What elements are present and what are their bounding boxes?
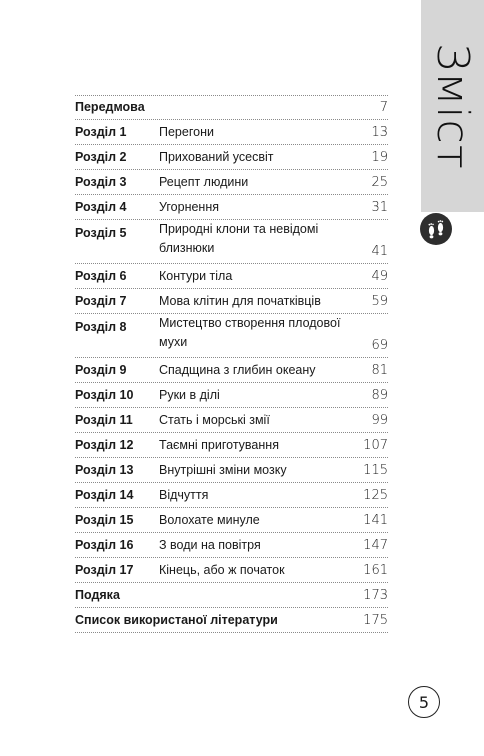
toc-row	[75, 583, 388, 608]
toc-page-number: 31	[371, 200, 388, 215]
toc-chapter-label: Розділ 5	[75, 226, 127, 240]
toc-chapter-title: Мова клітин для початківців	[159, 294, 321, 308]
toc-row	[75, 358, 388, 383]
toc-page-number: 49	[371, 269, 388, 284]
toc-chapter-label: Розділ 6	[75, 269, 127, 283]
toc-row	[75, 264, 388, 289]
toc-chapter-title: Прихований усесвіт	[159, 150, 274, 164]
toc-chapter-title: Руки в ділі	[159, 388, 220, 402]
toc-row	[75, 95, 388, 120]
section-heading: Зміст	[427, 42, 479, 170]
toc-page-number: 41	[371, 244, 388, 259]
page-number: 5	[408, 686, 440, 718]
toc-chapter-label: Розділ 10	[75, 388, 134, 402]
toc-page-number: 19	[371, 150, 388, 165]
toc-page-number: 69	[371, 338, 388, 353]
toc-page-number: 175	[363, 613, 388, 628]
toc-chapter-label: Розділ 9	[75, 363, 127, 377]
toc-row	[75, 220, 388, 264]
toc-chapter-title: Кінець, або ж початок	[159, 563, 285, 577]
toc-page-number: 13	[371, 125, 388, 140]
toc-row	[75, 289, 388, 314]
toc-entry-title: Передмова	[75, 100, 145, 114]
toc-page-number: 107	[363, 438, 388, 453]
toc-page-number: 115	[363, 463, 388, 478]
toc-chapter-title: Угорнення	[159, 200, 219, 214]
toc-chapter-title: Стать і морські змії	[159, 413, 270, 427]
toc-chapter-label: Розділ 4	[75, 200, 127, 214]
toc-chapter-label: Розділ 11	[75, 413, 133, 427]
toc-chapter-label: Розділ 16	[75, 538, 134, 552]
toc-page-number: 161	[363, 563, 388, 578]
toc-row	[75, 314, 388, 358]
toc-chapter-label: Розділ 17	[75, 563, 134, 577]
toc-row	[75, 120, 388, 145]
toc-chapter-title: Рецепт людини	[159, 175, 249, 189]
toc-chapter-label: Розділ 7	[75, 294, 127, 308]
toc-row	[75, 608, 388, 633]
toc-page-number: 7	[379, 100, 388, 115]
toc-row	[75, 170, 388, 195]
toc-chapter-label: Розділ 15	[75, 513, 134, 527]
toc-row	[75, 558, 388, 583]
toc-row	[75, 408, 388, 433]
toc-page-number: 25	[371, 175, 388, 190]
toc-page-number: 125	[363, 488, 388, 503]
toc-chapter-title: Волохате минуле	[159, 513, 260, 527]
toc-chapter-title: З води на повітря	[159, 538, 261, 552]
toc-page-number: 59	[371, 294, 388, 309]
toc-chapter-title: Таємні приготування	[159, 438, 279, 452]
toc-row	[75, 483, 388, 508]
toc-chapter-label: Розділ 13	[75, 463, 134, 477]
toc-page-number: 141	[363, 513, 388, 528]
toc-chapter-title: Контури тіла	[159, 269, 233, 283]
toc-chapter-label: Розділ 8	[75, 320, 127, 334]
toc-page-number: 173	[363, 588, 388, 603]
toc-row	[75, 145, 388, 170]
toc-chapter-title: Відчуття	[159, 488, 209, 502]
toc-entry-title: Подяка	[75, 588, 120, 602]
toc-chapter-title: Перегони	[159, 125, 214, 139]
toc-row	[75, 533, 388, 558]
toc-chapter-label: Розділ 1	[75, 125, 127, 139]
table-of-contents	[75, 95, 388, 633]
toc-entry-title: Список використаної літератури	[75, 613, 278, 627]
toc-chapter-title: Спадщина з глибин океану	[159, 363, 316, 377]
toc-chapter-title: Природні клони та невідомі близнюки	[159, 222, 319, 255]
toc-chapter-label: Розділ 12	[75, 438, 134, 452]
toc-row	[75, 458, 388, 483]
toc-chapter-label: Розділ 2	[75, 150, 127, 164]
toc-row	[75, 383, 388, 408]
toc-row	[75, 508, 388, 533]
toc-page-number: 89	[371, 388, 388, 403]
toc-page-number: 99	[371, 413, 388, 428]
toc-chapter-title: Внутрішні зміни мозку	[159, 463, 287, 477]
side-title	[421, 0, 484, 212]
toc-chapter-label: Розділ 14	[75, 488, 134, 502]
footprints-icon	[420, 213, 452, 245]
toc-row	[75, 195, 388, 220]
toc-page-number: 147	[363, 538, 388, 553]
toc-row	[75, 433, 388, 458]
toc-page-number: 81	[371, 363, 388, 378]
toc-chapter-label: Розділ 3	[75, 175, 127, 189]
toc-chapter-title: Мистецтво створення плодової мухи	[159, 316, 341, 349]
